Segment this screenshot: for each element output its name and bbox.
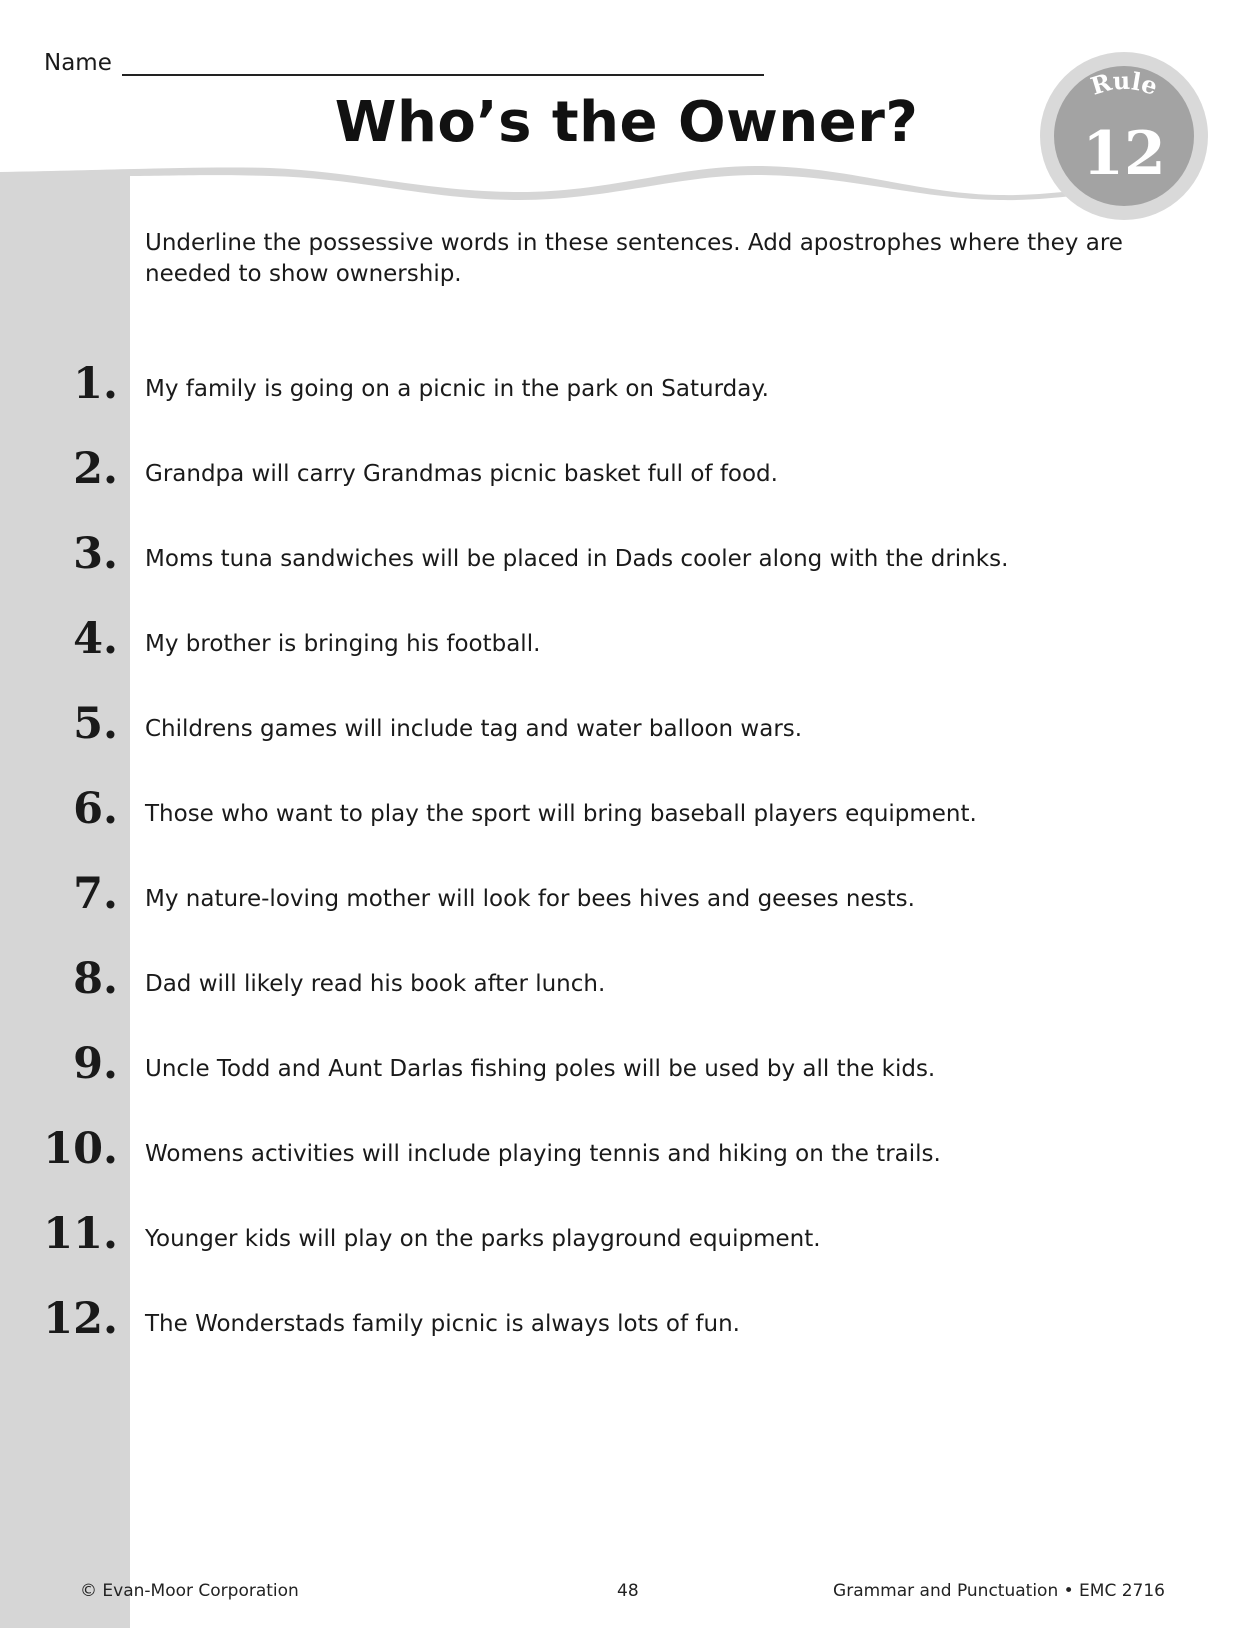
question-item [0, 870, 1253, 955]
question-sentence: Younger kids will play on the parks playground equipment. [145, 1226, 821, 1252]
question-sentence: Uncle Todd and Aunt Darlas fishing poles will be used by all the kids. [145, 1056, 936, 1082]
name-label: Name [44, 50, 112, 76]
question-sentence: My family is going on a picnic in the park on Saturday. [145, 376, 769, 402]
question-item [0, 1210, 1253, 1295]
question-sentence: My nature-loving mother will look for bees hives and geeses nests. [145, 886, 915, 912]
question-sentence: Womens activities will include playing tennis and hiking on the trails. [145, 1141, 941, 1167]
question-number: 12. [43, 1294, 118, 1344]
question-item [0, 1040, 1253, 1125]
question-number: 2. [73, 444, 118, 494]
question-item [0, 530, 1253, 615]
question-number: 4. [73, 614, 118, 664]
question-item [0, 615, 1253, 700]
question-number: 1. [73, 359, 118, 409]
name-input-line[interactable] [122, 48, 764, 76]
question-sentence: Moms tuna sandwiches will be placed in Dads cooler along with the drinks. [145, 546, 1009, 572]
question-number: 5. [73, 699, 118, 749]
question-number: 9. [73, 1039, 118, 1089]
question-number: 10. [43, 1124, 118, 1174]
question-number: 7. [73, 869, 118, 919]
footer-copyright: © Evan-Moor Corporation [80, 1581, 299, 1601]
question-sentence: Dad will likely read his book after lunch. [145, 971, 606, 997]
question-item [0, 785, 1253, 870]
question-list [0, 360, 1253, 1380]
rule-badge [1036, 48, 1212, 224]
question-item [0, 700, 1253, 785]
name-row [44, 48, 764, 76]
question-number: 6. [73, 784, 118, 834]
instructions: Underline the possessive words in these sentences. Add apostrophes where they are needed to show ownership. [145, 230, 1123, 287]
footer-page-number: 48 [617, 1581, 639, 1601]
question-number: 3. [73, 529, 118, 579]
question-sentence: Those who want to play the sport will bring baseball players equipment. [145, 801, 977, 827]
question-number: 8. [73, 954, 118, 1004]
question-sentence: Grandpa will carry Grandmas picnic basket full of food. [145, 461, 778, 487]
footer-book-title: Grammar and Punctuation • EMC 2716 [833, 1581, 1165, 1601]
badge-rule-number: 12 [1082, 119, 1166, 189]
question-item [0, 955, 1253, 1040]
question-sentence: Childrens games will include tag and water balloon wars. [145, 716, 803, 742]
question-item [0, 445, 1253, 530]
question-number: 11. [43, 1209, 118, 1259]
question-item [0, 360, 1253, 445]
question-sentence: My brother is bringing his football. [145, 631, 541, 657]
badge-rule-word-path: Rule [1087, 65, 1162, 101]
question-sentence: The Wonderstads family picnic is always lots of fun. [145, 1311, 740, 1337]
question-item [0, 1125, 1253, 1210]
question-item [0, 1295, 1253, 1380]
page-title: Who’s the Owner? [334, 90, 919, 155]
